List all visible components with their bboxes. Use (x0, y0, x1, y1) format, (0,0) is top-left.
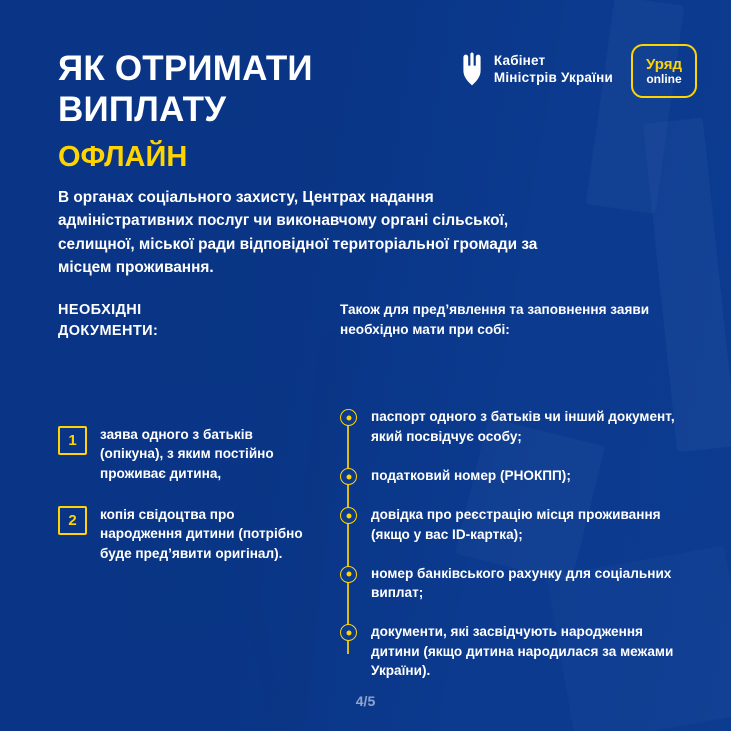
required-documents-column (58, 300, 308, 585)
list-item-text: копія свідоцтва про народження дитини (потрібно буде пред’явити оригінал). (100, 507, 303, 561)
list-item (340, 466, 680, 485)
additional-items-heading: Також для пред’явлення та заповнення заяви необхідно мати при собі: (340, 302, 650, 337)
list-item-text: заява одного з батьків (опікуна), з яким постійно проживає дитина, (100, 427, 274, 481)
bulleted-list (340, 407, 680, 680)
numbered-list (58, 425, 308, 563)
bullet-dot-icon (340, 507, 357, 524)
required-documents-heading-line-1: НЕОБХІДНІ (58, 302, 142, 318)
list-item-text: документи, які засвідчують народження дитини (якщо дитина народилася за межами України). (371, 624, 674, 679)
title-line-1: ЯК ОТРИМАТИ (58, 49, 313, 88)
list-item-number: 1 (58, 426, 87, 455)
page-title (58, 48, 438, 172)
list-item (340, 564, 680, 603)
bullet-dot-icon (340, 624, 357, 641)
page-indicator: 4/5 (355, 693, 376, 709)
list-item-text: податковий номер (РНОКПП); (371, 468, 571, 483)
list-item-text: номер банківського рахунку для соціальних виплат; (371, 565, 672, 601)
required-documents-heading-line-2: ДОКУМЕНТИ: (58, 322, 159, 339)
list-item (340, 407, 680, 446)
badge-line-1: Уряд (646, 56, 682, 73)
list-item (58, 425, 308, 483)
trident-icon (459, 52, 485, 86)
gov-logo-line-1: Кабінет (493, 53, 546, 68)
list-item (58, 505, 308, 563)
bullet-dot-icon (340, 409, 357, 426)
bullet-dot-icon (340, 468, 357, 485)
uryad-online-badge (631, 44, 697, 98)
additional-items-column (340, 300, 680, 700)
list-item-number: 2 (58, 506, 87, 535)
list-item (340, 505, 680, 544)
list-item-text: довідка про реєстрацію місця проживання (якщо у вас ID-картка); (371, 507, 661, 542)
list-item (340, 622, 680, 680)
page-subtitle: ОФЛАЙН (58, 140, 188, 173)
required-documents-heading (58, 300, 308, 341)
title-line-2: ВИПЛАТУ (58, 90, 227, 130)
badge-line-2: online (646, 72, 682, 86)
bullet-dot-icon (340, 566, 357, 583)
intro-paragraph: В органах соціального захисту, Центрах надання адміністративних послуг чи виконавчому органі сільської, селищної, міської ради відповідної територіальної громади за місцем проживання. (58, 189, 538, 277)
list-item-text: паспорт одного з батьків чи інший документ, який посвідчує особу; (371, 409, 675, 444)
government-logo (459, 52, 613, 87)
gov-logo-line-2: Міністрів України (493, 70, 613, 86)
